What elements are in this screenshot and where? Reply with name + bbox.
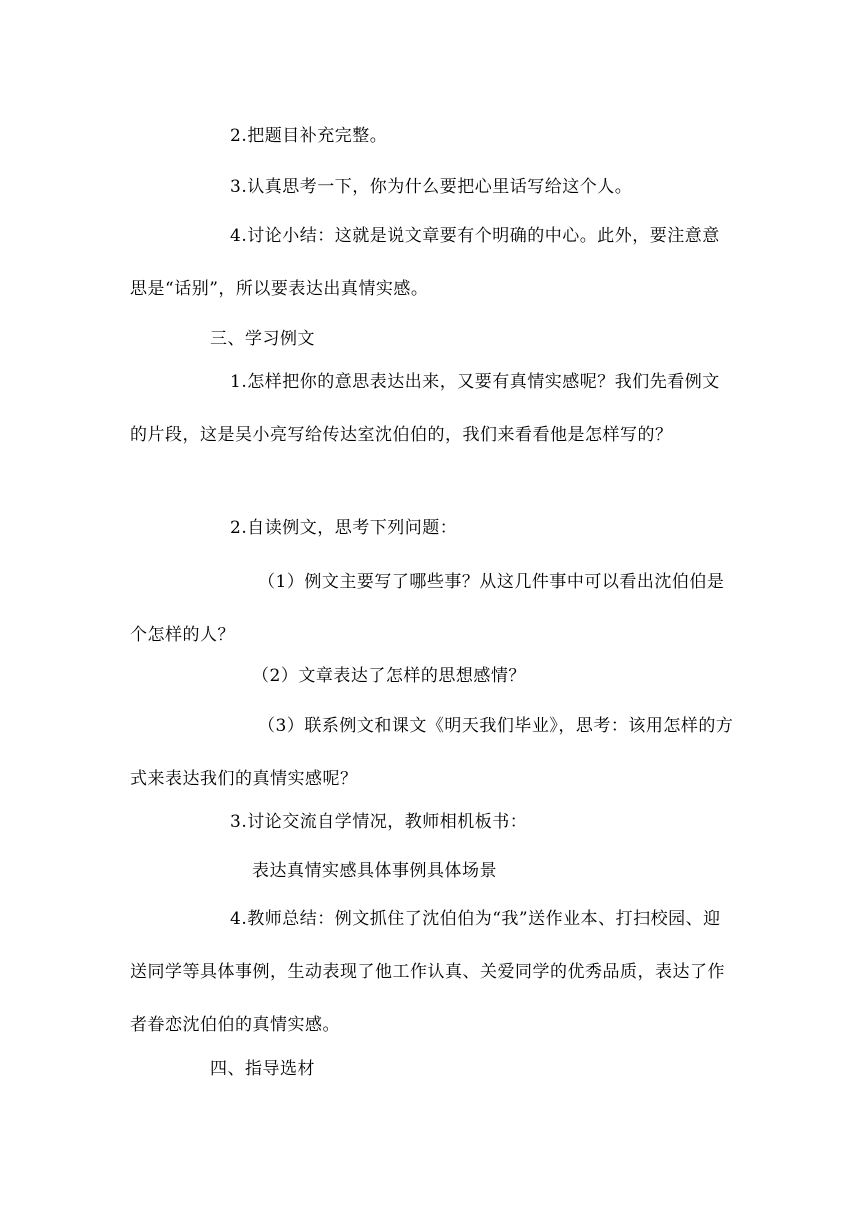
paragraph-step-3: 3.认真思考一下，你为什么要把心里话写给这个人。 bbox=[230, 177, 633, 197]
section-heading-study-example: 三、学习例文 bbox=[210, 329, 315, 349]
paragraph-step-4-summary: 4.讨论小结：这就是说文章要有个明确的中心。此外，要注意意思是“话别”，所以要表达出真情实感。 bbox=[130, 226, 720, 299]
section-heading-guide-material: 四、指导选材 bbox=[210, 1059, 315, 1079]
paragraph-example-step-4-summary: 4.教师总结：例文抓住了沈伯伯为“我”送作业本、打扫校园、迎送同学等具体事例，生动表现了他工作认真、关爱同学的优秀品质，表达了作者眷恋沈伯伯的真情实感。 bbox=[130, 909, 725, 1035]
paragraph-example-step-1: 1.怎样把你的意思表达出来，又要有真情实感呢？我们先看例文的片段，这是吴小亮写给传达室沈伯伯的，我们来看看他是怎样写的？ bbox=[130, 372, 720, 445]
question-3: （3）联系例文和课文《明天我们毕业》，思考：该用怎样的方式来表达我们的真情实感呢？ bbox=[130, 716, 734, 789]
question-2: （2）文章表达了怎样的思想感情？ bbox=[252, 666, 526, 686]
paragraph-step-2: 2.把题目补充完整。 bbox=[230, 126, 388, 146]
paragraph-example-step-3: 3.讨论交流自学情况，教师相机板书： bbox=[230, 812, 528, 832]
paragraph-example-step-2: 2.自读例文，思考下列问题： bbox=[230, 518, 458, 538]
question-1: （1）例文主要写了哪些事？从这几件事中可以看出沈伯伯是个怎样的人？ bbox=[130, 572, 725, 645]
board-notes: 表达真情实感具体事例具体场景 bbox=[252, 861, 497, 881]
